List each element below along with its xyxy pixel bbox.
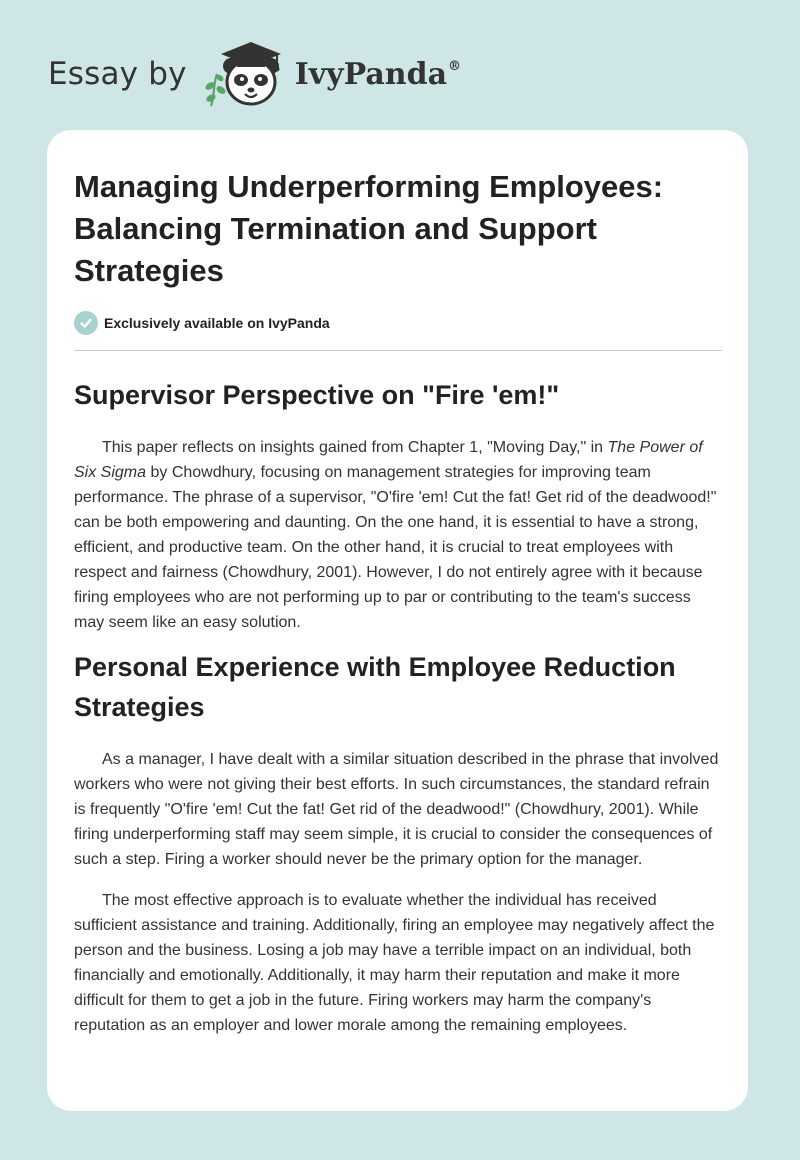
brand-name-text: IvyPanda [294, 56, 448, 92]
essay-title: Managing Underperforming Employees: Balancing Termination and Support Strategies [74, 169, 664, 288]
section-personal-experience [74, 647, 722, 1038]
panda-graduation-cap-icon [201, 36, 293, 112]
title-divider [74, 350, 722, 351]
paragraph-text: by Chowdhury, focusing on management strategies for improving team performance. The phrase of a supervisor, "O'fire 'em! Cut the fat! Get rid of the deadwood!" can be both empowering and daunting. On the one hand, it is essential to have a strong, efficient, and productive team. On the other hand, it is crucial to treat employees with respect and fairness (Chowdhury, 2001). However, I do not entirely agree with it because firing employees who are not performing up to par or contributing to the team's success may seem like an easy solution. [74, 464, 717, 631]
paragraph [74, 435, 722, 635]
exclusive-badge-text: Exclusively available on IvyPanda [104, 315, 330, 331]
exclusive-badge [74, 310, 722, 336]
check-circle-icon [74, 311, 98, 335]
paragraph-text: This paper reflects on insights gained from Chapter 1, "Moving Day," in [102, 439, 608, 456]
section-supervisor-perspective [74, 375, 722, 635]
brand-prefix: Essay by [48, 56, 187, 92]
section-heading: Personal Experience with Employee Reduction Strategies [74, 652, 676, 722]
book-title: The Power of Six Sigma [74, 439, 703, 481]
registered-mark: ® [448, 58, 462, 74]
paragraph: The most effective approach is to evaluate whether the individual has received sufficient assistance and training. Additionally, firing an employee may negatively affect the person and the business. Losing a job may have a terrible impact on an individual, both financially and emotionally. Additionally, it may harm their reputation and make it more difficult for them to get a job in the future. Firing workers may harm the company's reputation as an employer and lower morale among the remaining employees. [74, 892, 715, 1034]
brand-name [295, 57, 461, 92]
essay-card [47, 130, 748, 1111]
brand-header [48, 36, 461, 112]
paragraph: As a manager, I have dealt with a similar situation described in the phrase that involved workers who were not giving their best efforts. In such circumstances, the standard refrain is frequently "O'fire 'em! Cut the fat! Get rid of the deadwood!" (Chowdhury, 2001). While firing underperforming staff may seem simple, it is crucial to consider the consequences of such a step. Firing a worker should never be the primary option for the manager. [74, 751, 719, 868]
section-heading: Supervisor Perspective on "Fire 'em!" [74, 380, 560, 410]
